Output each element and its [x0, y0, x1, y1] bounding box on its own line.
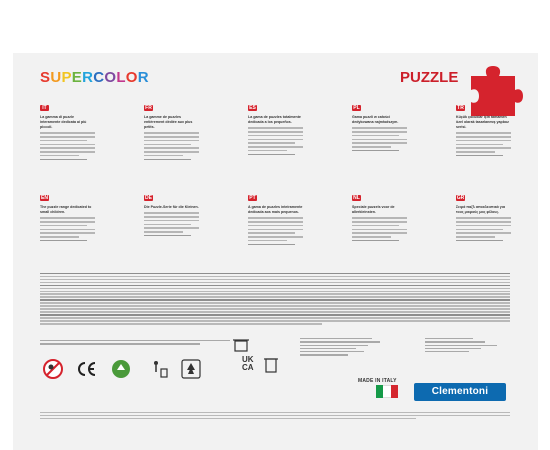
lang-block-tr: [456, 96, 511, 159]
fsc-icon: [180, 358, 202, 380]
lang-badge: ES: [249, 105, 256, 111]
legal-text: [40, 338, 240, 347]
lang-heading: Küçük çocuklar için tamamen özel olarak tasarlanmış yapboz serisi.: [456, 115, 509, 129]
lang-heading: Gama puzzli w całości dedykowana najmłodszym.: [352, 115, 399, 124]
lang-heading: La gamme de puzzles entièrement dédiée aux plus petits.: [144, 115, 193, 129]
lang-block-de: [144, 186, 199, 239]
tidyman-icon: [148, 358, 170, 380]
clementoni-logo: Clementoni: [414, 383, 506, 401]
lang-badge: PL: [353, 105, 360, 111]
lang-badge: FR: [145, 105, 152, 111]
footer-fine-print: [40, 410, 510, 421]
lang-badge: GR: [456, 195, 465, 201]
lang-block-en: [40, 186, 95, 244]
age-warning-icon: [42, 358, 64, 380]
italy-flag: [376, 385, 398, 398]
product-title: PUZZLE: [400, 69, 459, 86]
recycle-icon: [110, 358, 132, 380]
lang-block-pt: [248, 186, 303, 247]
ce-mark-icon: [76, 358, 98, 380]
language-columns: [40, 96, 510, 261]
lang-heading: Σειρά παζλ αποκλειστικά για τους μικρούς μας φίλους.: [456, 205, 505, 214]
lang-badge: EN: [41, 195, 48, 201]
flag-stripe: [391, 385, 398, 398]
lang-block-gr: [456, 186, 511, 244]
lang-badge: PT: [249, 195, 256, 201]
lang-heading: Speciale puzzels voor de allerkleinsten.: [352, 205, 395, 214]
lang-block-pl: [352, 96, 407, 154]
lang-badge: IT: [40, 105, 49, 111]
certification-icons: [40, 358, 240, 388]
supercolor-logo: SUPERCOLOR: [40, 69, 149, 86]
lang-heading: A gama de puzzles inteiramente dedicada aos mais pequenos.: [248, 205, 303, 214]
flag-stripe: [376, 385, 383, 398]
flag-stripe: [383, 385, 390, 398]
lang-badge: TR: [457, 105, 464, 111]
lang-block-it: [40, 96, 95, 162]
manufacturer-address: [425, 336, 505, 354]
lang-heading: Die Puzzle-Serie für die Kleinen.: [144, 205, 199, 209]
lang-block-fr: [144, 96, 199, 162]
paper-bin-icon: [262, 356, 280, 374]
lang-badge: DE: [145, 195, 152, 201]
lang-heading: La gamma di puzzle interamente dedicata ai più piccoli.: [40, 115, 87, 129]
lang-block-es: [248, 96, 303, 157]
bin-icon: [232, 338, 250, 352]
lang-heading: The puzzle range dedicated to small children.: [40, 205, 92, 214]
lang-heading: La gama de puzzles totalmente dedicada a los pequeños.: [248, 115, 301, 124]
ukca-mark: UK CA: [242, 355, 254, 372]
lang-badge: NL: [353, 195, 360, 201]
authorised-rep-address: [300, 336, 380, 358]
lang-block-nl: [352, 186, 407, 244]
made-in-label: MADE IN ITALY: [358, 378, 397, 384]
safety-warnings-block: [40, 271, 510, 333]
